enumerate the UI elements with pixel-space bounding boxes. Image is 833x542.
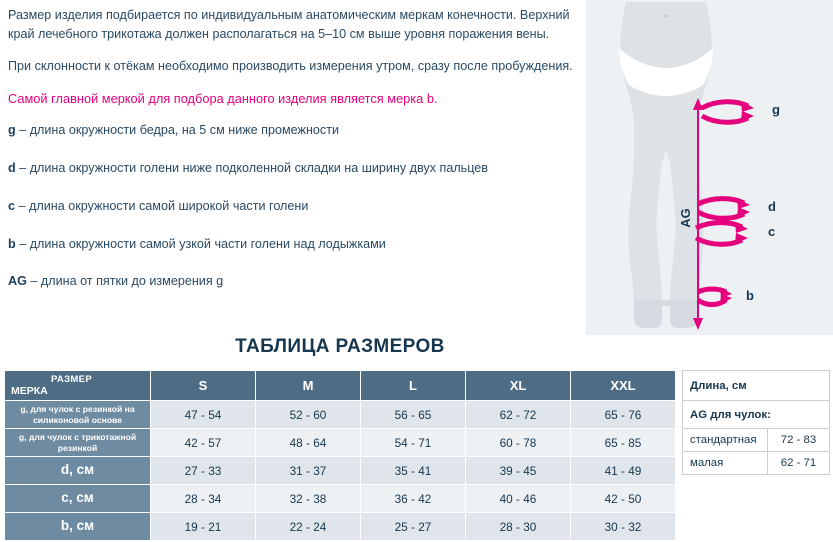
column-header-xxl: XXL [571, 371, 676, 401]
definition-text-b: – длина окружности самой узкой части голени над лодыжками [15, 236, 386, 251]
cell-g-silicone-s: 47 - 54 [151, 401, 256, 429]
cell-g-silicone-l: 56 - 65 [361, 401, 466, 429]
definition-c [8, 197, 578, 216]
label-d: d [768, 199, 776, 214]
length-row-name-standard: стандартная [683, 429, 768, 452]
definition-key-ag: AG [8, 274, 27, 289]
length-table-header: Длина, см [683, 371, 830, 401]
row-label-d: d, см [5, 457, 151, 485]
definition-key-b: b [8, 236, 16, 251]
table-row [5, 513, 676, 541]
column-header-s: S [151, 371, 256, 401]
table-header-row [5, 371, 676, 401]
d-measure-arrow [698, 198, 750, 218]
row-label-g-silicone: g, для чулок с резинкой на силиконовой основе [5, 401, 151, 429]
measurement-definitions [8, 121, 578, 291]
cell-g-knit-xxl: 65 - 85 [571, 429, 676, 457]
definition-ag [8, 272, 578, 291]
table-row [5, 457, 676, 485]
cell-g-silicone-m: 52 - 60 [256, 401, 361, 429]
length-table-subheader-row [683, 401, 830, 429]
definition-text-d: – длина окружности голени ниже подколенной складки на ширину двух пальцев [15, 160, 488, 175]
table-row [5, 401, 676, 429]
definition-text-g: – длина окружности бедра, на 5 см ниже промежности [15, 122, 340, 137]
definition-key-g: g [8, 122, 16, 137]
length-row-range-small: 62 - 71 [768, 452, 830, 475]
table-corner-cell [5, 371, 151, 401]
column-header-m: M [256, 371, 361, 401]
cell-d-m: 31 - 37 [256, 457, 361, 485]
definition-key-c: c [8, 198, 16, 213]
paragraph-1: Размер изделия подбирается по индивидуальным анатомическим меркам конечности. Верхний край лечебного трикотажа должен располагаться на 5–10 см выше уровня поражения вены. [8, 8, 570, 41]
cell-d-l: 35 - 41 [361, 457, 466, 485]
length-table [682, 370, 830, 475]
column-header-xl: XL [466, 371, 571, 401]
table-row [5, 485, 676, 513]
table-title: ТАБЛИЦА РАЗМЕРОВ [235, 336, 445, 357]
cell-c-l: 36 - 42 [361, 485, 466, 513]
cell-d-s: 27 - 33 [151, 457, 256, 485]
intro-text-block [8, 6, 578, 310]
cell-d-xl: 39 - 45 [466, 457, 571, 485]
corner-label-merka: МЕРКА [11, 385, 48, 397]
definition-text-ag: – длина от пятки до измерения g [26, 274, 224, 289]
cell-c-xl: 40 - 46 [466, 485, 571, 513]
row-label-g-knit: g, для чулок с трикотажной резинкой [5, 429, 151, 457]
definition-text-c: – длина окружности самой широкой части голени [15, 198, 309, 213]
paragraph-2: При склонности к отёкам необходимо производить измерения утром, сразу после пробуждения. [8, 58, 573, 73]
column-header-l: L [361, 371, 466, 401]
definition-b [8, 235, 578, 254]
table-row [5, 429, 676, 457]
corner-label-razmer: РАЗМЕР [51, 374, 93, 385]
cell-g-knit-m: 48 - 64 [256, 429, 361, 457]
ag-label: AG [678, 208, 693, 228]
definition-key-d: d [8, 160, 16, 175]
cell-c-xxl: 42 - 50 [571, 485, 676, 513]
row-label-c: c, см [5, 485, 151, 513]
legs-illustration [586, 0, 833, 335]
cell-g-silicone-xl: 62 - 72 [466, 401, 571, 429]
cell-c-s: 28 - 34 [151, 485, 256, 513]
cell-g-knit-l: 54 - 71 [361, 429, 466, 457]
g-measure-arrow [702, 101, 754, 122]
definition-d [8, 159, 578, 178]
cell-c-m: 32 - 38 [256, 485, 361, 513]
label-g: g [772, 102, 780, 117]
cell-b-l: 25 - 27 [361, 513, 466, 541]
cell-g-knit-s: 42 - 57 [151, 429, 256, 457]
label-b: b [746, 288, 754, 303]
length-row-range-standard: 72 - 83 [768, 429, 830, 452]
b-measure-arrow [698, 287, 732, 305]
cell-b-xl: 28 - 30 [466, 513, 571, 541]
row-label-b: b, см [5, 513, 151, 541]
label-c: c [768, 224, 776, 239]
cell-b-m: 22 - 24 [256, 513, 361, 541]
cell-d-xxl: 41 - 49 [571, 457, 676, 485]
c-measure-arrow [696, 222, 748, 244]
legs-diagram-svg [586, 0, 833, 335]
cell-b-xxl: 30 - 32 [571, 513, 676, 541]
length-table-row [683, 452, 830, 475]
length-table-header-row [683, 371, 830, 401]
cell-g-knit-xl: 60 - 78 [466, 429, 571, 457]
cell-b-s: 19 - 21 [151, 513, 256, 541]
size-table [4, 370, 676, 541]
length-row-name-small: малая [683, 452, 768, 475]
paragraph-highlight: Самой главной меркой для подбора данного изделия является мерка b. [8, 90, 438, 106]
definition-g [8, 121, 578, 140]
length-table-subheader: AG для чулок: [683, 401, 830, 429]
length-table-row [683, 429, 830, 452]
cell-g-silicone-xxl: 65 - 76 [571, 401, 676, 429]
